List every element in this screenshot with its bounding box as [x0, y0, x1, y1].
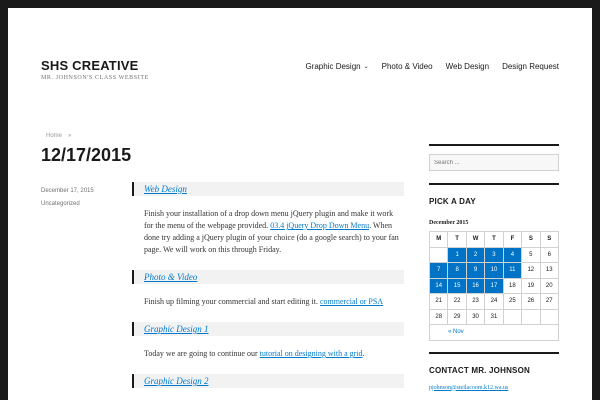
section-heading: [132, 270, 404, 284]
post-date[interactable]: December 17, 2015: [41, 188, 94, 194]
paragraph-text: Finish up filming your commercial and start editing it.: [144, 297, 320, 306]
calendar-widget-title: PICK A DAY: [429, 197, 476, 206]
calendar-day: 30: [466, 309, 484, 325]
calendar-day: 22: [448, 294, 466, 310]
chevron-down-icon[interactable]: ⌄: [363, 64, 369, 70]
section-heading-link[interactable]: Web Design: [144, 184, 187, 194]
calendar-week-row: [430, 247, 559, 263]
calendar-day-link[interactable]: 16: [466, 278, 484, 294]
calendar-day: 18: [503, 278, 521, 294]
paragraph-text: . When done try adding a jQuery plugin of your choice (do a google search) to your fan page. We will work on this through Friday.: [144, 221, 399, 254]
post-category[interactable]: Uncategorized: [41, 201, 80, 207]
calendar-day: 28: [430, 309, 448, 325]
calendar-day: 6: [540, 247, 558, 263]
calendar-empty-cell: [430, 247, 448, 263]
nav-item-label: Design Request: [502, 62, 559, 71]
calendar-caption: December 2015: [429, 220, 469, 226]
section-heading-link[interactable]: Graphic Design 1: [144, 324, 209, 334]
calendar-day: 5: [522, 247, 540, 263]
calendar-day: 31: [485, 309, 503, 325]
calendar-empty-cell: [540, 309, 558, 325]
nav-item-label: Web Design: [445, 62, 490, 71]
section-heading: [132, 322, 404, 336]
calendar-weekday: F: [503, 232, 521, 248]
nav-item-graphic-design[interactable]: [305, 62, 368, 71]
inline-link[interactable]: 03.4 jQuery Drop Down Menu: [270, 221, 370, 230]
section-heading-link[interactable]: Photo & Video: [144, 272, 198, 282]
inline-link[interactable]: commercial or PSA: [319, 297, 384, 306]
calendar-weekday: S: [540, 232, 558, 248]
sidebar: [429, 144, 559, 391]
page-frame: [8, 8, 592, 400]
contact-email-link[interactable]: pjohnson@steilacoom.k12.wa.us: [429, 384, 509, 391]
calendar-nav-row: [430, 325, 559, 341]
inline-link[interactable]: tutorial on designing with a grid: [259, 349, 363, 358]
calendar-empty-cell: [522, 309, 540, 325]
calendar-day-link[interactable]: 11: [503, 263, 521, 279]
calendar-weekday: W: [466, 232, 484, 248]
calendar-day: 23: [466, 294, 484, 310]
paragraph-text: .: [362, 349, 365, 358]
section-heading-link[interactable]: Graphic Design 2: [144, 376, 209, 386]
breadcrumb: [46, 133, 71, 139]
section-paragraph: [132, 296, 404, 308]
nav-item-photo-video[interactable]: [382, 62, 433, 71]
calendar-day-link[interactable]: 4: [503, 247, 521, 263]
calendar-day-link[interactable]: 14: [430, 278, 448, 294]
calendar-empty-cell: [503, 309, 521, 325]
calendar-prev-link[interactable]: « Nov: [430, 325, 559, 341]
site-title[interactable]: SHS CREATIVE: [41, 58, 139, 73]
search-input[interactable]: [429, 154, 559, 171]
calendar-day: 25: [503, 294, 521, 310]
calendar-day: 29: [448, 309, 466, 325]
paragraph-text: Finish your installation of a drop down menu jQuery plugin and make it work for the menu of the webpage provided.: [144, 209, 394, 230]
calendar-day: 24: [485, 294, 503, 310]
calendar-day-link[interactable]: 7: [430, 263, 448, 279]
page-title: 12/17/2015: [41, 145, 132, 165]
nav-item-label: Photo & Video: [381, 62, 433, 71]
calendar-body: [430, 247, 559, 325]
paragraph-text: Today we are going to continue our: [144, 349, 260, 358]
calendar-week-row: [430, 263, 559, 279]
section-heading: [132, 182, 404, 196]
calendar-day-link[interactable]: 1: [448, 247, 466, 263]
calendar-day-link[interactable]: 9: [466, 263, 484, 279]
calendar-day: 21: [430, 294, 448, 310]
calendar-day-link[interactable]: 2: [466, 247, 484, 263]
breadcrumb-separator: »: [68, 133, 72, 139]
main-navigation: [305, 62, 559, 71]
calendar-weekday-row: [430, 232, 559, 248]
calendar-day-link[interactable]: 8: [448, 263, 466, 279]
calendar-day-link[interactable]: 10: [485, 263, 503, 279]
nav-item-label: Graphic Design: [305, 62, 361, 71]
site-description: MR. JOHNSON'S CLASS WEBSITE: [41, 75, 149, 81]
calendar-day: 26: [522, 294, 540, 310]
widget-divider: [429, 144, 559, 146]
calendar-day-link[interactable]: 15: [448, 278, 466, 294]
calendar-weekday: T: [448, 232, 466, 248]
nav-item-web-design[interactable]: [446, 62, 489, 71]
widget-divider: [429, 183, 559, 185]
nav-item-design-request[interactable]: [502, 62, 559, 71]
widget-divider: [429, 352, 559, 354]
calendar-table: [429, 231, 559, 341]
calendar-day: 20: [540, 278, 558, 294]
section-paragraph: [132, 208, 404, 256]
calendar-day: 19: [522, 278, 540, 294]
calendar-day-link[interactable]: 17: [485, 278, 503, 294]
section-heading: [132, 374, 404, 388]
calendar-week-row: [430, 309, 559, 325]
post-meta: [41, 185, 94, 211]
calendar-week-row: [430, 294, 559, 310]
calendar-weekday: S: [522, 232, 540, 248]
calendar-week-row: [430, 278, 559, 294]
calendar-day-link[interactable]: 3: [485, 247, 503, 263]
section-paragraph: [132, 348, 404, 360]
calendar-day: 12: [522, 263, 540, 279]
contact-widget-title: CONTACT MR. JOHNSON: [429, 365, 530, 375]
calendar-day: 13: [540, 263, 558, 279]
calendar-weekday: M: [430, 232, 448, 248]
calendar-day: 27: [540, 294, 558, 310]
breadcrumb-home[interactable]: Home: [46, 133, 63, 139]
post-content: [132, 182, 404, 388]
calendar-weekday: T: [485, 232, 503, 248]
